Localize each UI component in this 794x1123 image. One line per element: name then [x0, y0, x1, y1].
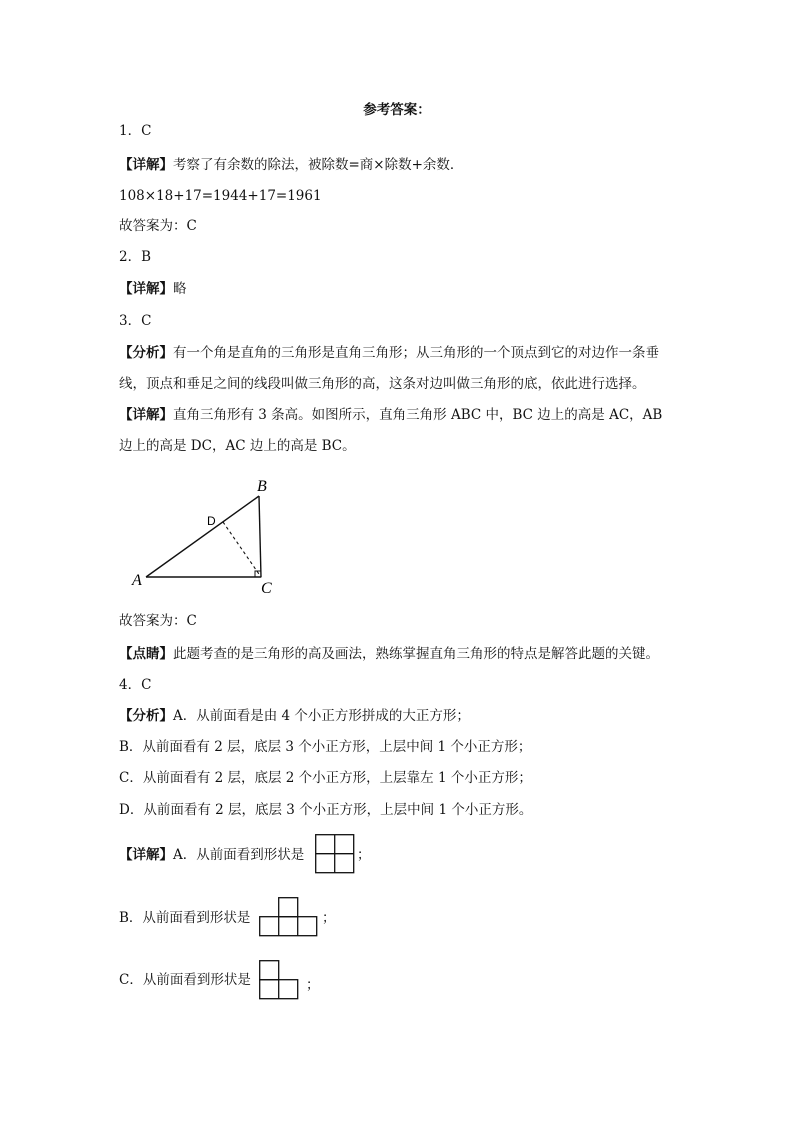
right-triangle-figure: [128, 475, 288, 600]
q3-detail-line1: [119, 405, 662, 425]
q4-analysis-c: C．从前面看有 2 层，底层 2 个小正方形，上层靠左 1 个小正方形；: [119, 770, 532, 786]
q2-number: 2．B: [119, 249, 152, 265]
page-title: 参考答案：: [363, 102, 431, 118]
q4-detail-c-semicolon: ；: [306, 977, 320, 993]
q4-detail-a-text: A．从前面看到形状是: [173, 847, 305, 863]
q4-detail-a-semicolon: ；: [357, 847, 371, 863]
q3-analysis-line2: 线，顶点和垂足之间的线段叫做三角形的高，这条对边叫做三角形的底，依此进行选择。: [119, 376, 646, 392]
q1-detail-text: 考察了有余数的除法，被除数=商×除数+余数．: [173, 157, 464, 173]
q1-detail-tag: 【详解】: [119, 157, 173, 173]
q4-analysis-tag: 【分析】: [119, 708, 173, 724]
q2-detail: [119, 279, 187, 299]
q2-detail-tag: 【详解】: [119, 281, 173, 297]
shape-b-figure: [259, 897, 319, 939]
q1-number: 1．C: [119, 123, 152, 139]
q4-analysis-b: B．从前面看有 2 层，底层 3 个小正方形，上层中间 1 个小正方形；: [119, 739, 532, 755]
label-a: A: [132, 572, 142, 589]
side-bc: [259, 496, 261, 577]
q4-analysis-d: D．从前面看有 2 层，底层 3 个小正方形，上层中间 1 个小正方形。: [119, 802, 533, 818]
q3-analysis-tag: 【分析】: [119, 345, 173, 361]
shape-a-figure: [315, 834, 355, 874]
shape-c-figure: [259, 960, 301, 1002]
q3-answer: 故答案为：C: [119, 613, 197, 629]
q1-calculation: 108×18+17=1944+17=1961: [119, 188, 322, 204]
q4-detail-b-semicolon: ；: [322, 910, 336, 926]
q4-analysis-a-text: A．从前面看是由 4 个小正方形拼成的大正方形；: [173, 708, 470, 724]
q1-answer: 故答案为：C: [119, 218, 197, 234]
q3-number: 3．C: [119, 313, 152, 329]
q4-detail-b: B．从前面看到形状是: [119, 910, 251, 926]
q4-detail-a: [119, 845, 304, 865]
label-b: B: [257, 478, 267, 495]
q3-comment-tag: 【点睛】: [119, 646, 173, 662]
q4-analysis-a: [119, 706, 470, 726]
q3-detail-text1: 直角三角形有 3 条高。如图所示，直角三角形 ABC 中，BC 边上的高是 AC，AB: [173, 407, 663, 423]
q3-analysis-text1: 有一个角是直角的三角形是直角三角形；从三角形的一个顶点到它的对边作一条垂: [173, 345, 659, 361]
q4-detail-tag: 【详解】: [119, 847, 173, 863]
side-ab: [146, 496, 259, 577]
q4-detail-c: C．从前面看到形状是: [119, 972, 251, 988]
height-dc: [223, 522, 261, 577]
q1-detail: [119, 155, 463, 175]
label-c: C: [261, 580, 272, 597]
label-d: D: [207, 514, 216, 528]
q4-number: 4．C: [119, 677, 152, 693]
q3-analysis-line1: [119, 343, 659, 363]
q3-comment: [119, 644, 659, 664]
q3-detail-line2: 边上的高是 DC，AC 边上的高是 BC。: [119, 438, 356, 454]
q3-comment-text: 此题考查的是三角形的高及画法，熟练掌握直角三角形的特点是解答此题的关键。: [173, 646, 659, 662]
q3-detail-tag: 【详解】: [119, 407, 173, 423]
q2-detail-text: 略: [173, 281, 187, 297]
